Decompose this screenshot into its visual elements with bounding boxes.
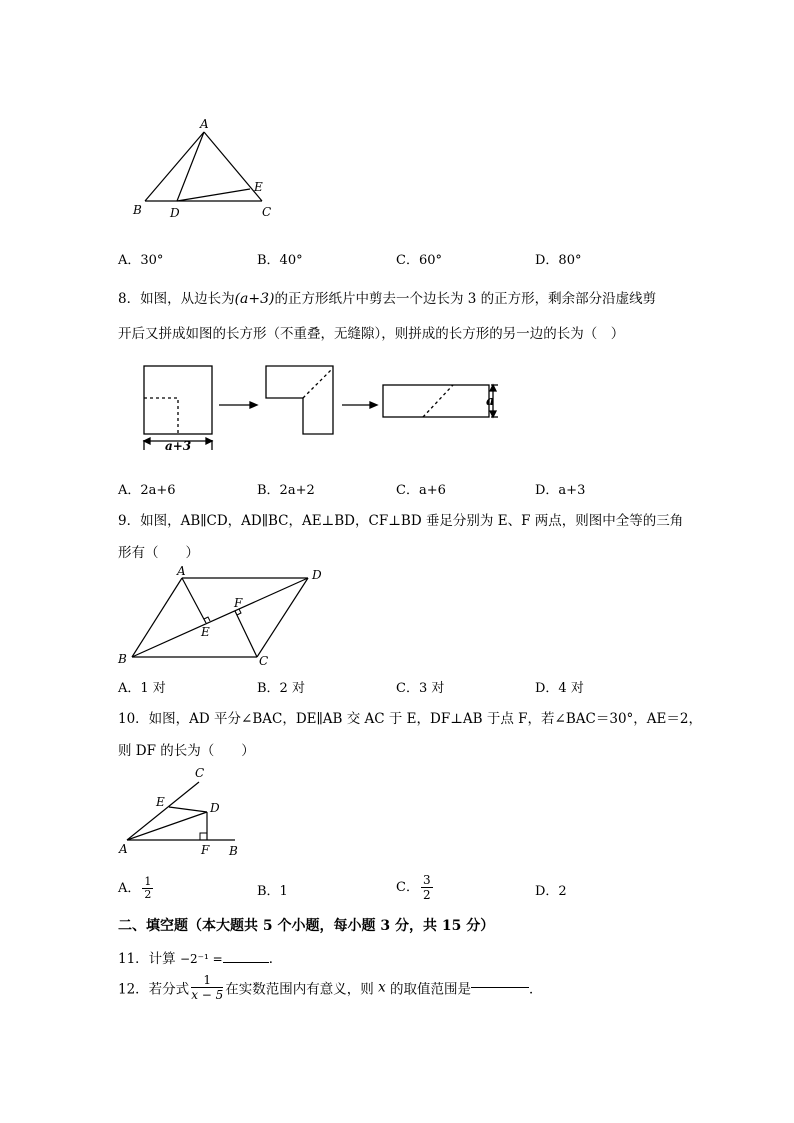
q10-option-d[interactable]: D．2 xyxy=(535,884,567,899)
q10-label-b: B xyxy=(229,844,238,858)
q12-question: 12．若分式 $\frac{1}{x - 5}$ 在实数范围内有意义，则 x 的取值范围是 ． xyxy=(118,973,543,1002)
q7-option-a[interactable]: A．30° xyxy=(118,253,164,268)
q12-fraction: $\frac{1}{x - 5}$ xyxy=(191,973,224,1002)
q11-answer-blank[interactable] xyxy=(223,962,269,963)
q9-option-c[interactable]: C．3 对 xyxy=(396,681,445,696)
q7-option-c[interactable]: C．60° xyxy=(396,253,442,268)
q9-question-line1: 9．如图，AB∥CD，AD∥BC，AE⊥BD，CF⊥BD 垂足分别为 E、F 两点，则图中全等的三角 xyxy=(118,513,684,529)
q7-label-c: C xyxy=(262,205,272,219)
q11-question: 11．计算 −2⁻¹ = ． xyxy=(118,951,283,967)
q10-label-d: D xyxy=(210,801,220,815)
q9-label-c: C xyxy=(259,654,269,668)
q9-label-d: D xyxy=(312,568,322,582)
q10-option-a[interactable]: A． $\frac{1}{2}$ xyxy=(118,875,152,901)
q9-label-e: E xyxy=(201,625,210,639)
q10-label-e: E xyxy=(156,795,165,809)
q7-label-d: D xyxy=(170,206,180,220)
q9-option-a[interactable]: A．1 对 xyxy=(118,681,166,696)
q7-option-b[interactable]: B．40° xyxy=(257,253,303,268)
q8-figure xyxy=(135,358,515,458)
q8-question-line1: 8．如图，从边长为(a+3)的正方形纸片中剪去一个边长为 3 的正方形，剩余部分沿虚线剪 xyxy=(118,291,657,307)
q8-option-d[interactable]: D．a+3 xyxy=(535,483,586,498)
q8-option-a[interactable]: A．2a+6 xyxy=(118,483,176,498)
q10-option-a-fraction: $\frac{1}{2}$ xyxy=(144,875,152,901)
q12-variable: x xyxy=(378,979,386,996)
q9-label-a: A xyxy=(177,564,186,578)
q9-label-b: B xyxy=(118,652,127,666)
q7-label-b: B xyxy=(133,203,142,217)
q12-answer-blank[interactable] xyxy=(471,987,529,988)
q10-figure xyxy=(115,762,245,862)
q8-option-b[interactable]: B．2a+2 xyxy=(257,483,315,498)
q8-label-a-plus-3: a+3 xyxy=(165,439,192,453)
q9-option-d[interactable]: D．4 对 xyxy=(535,681,584,696)
q7-triangle-figure xyxy=(130,115,280,225)
q10-option-b[interactable]: B．1 xyxy=(257,884,288,899)
q8-question-line2: 开后又拼成如图的长方形（不重叠，无缝隙），则拼成的长方形的另一边的长为（ ） xyxy=(118,326,625,342)
q9-label-f: F xyxy=(234,596,243,610)
q9-question-line2: 形有（ ） xyxy=(118,545,199,561)
section2-heading: 二、填空题（本大题共 5 个小题，每小题 3 分，共 15 分） xyxy=(118,918,495,934)
q9-parallelogram-figure xyxy=(115,565,345,670)
q8-label-a: a xyxy=(486,394,495,409)
q10-options xyxy=(118,873,738,903)
q10-question-line1: 10．如图，AD 平分∠BAC，DE∥AB 交 AC 于 E，DF⊥AB 于点 F，若∠BAC＝30°，AE＝2， xyxy=(118,711,702,727)
q10-option-c-fraction: $\frac{3}{2}$ xyxy=(422,873,431,902)
q10-question-line2: 则 DF 的长为（ ） xyxy=(118,743,255,759)
q7-options xyxy=(118,249,738,269)
q8-paren-expr: (a+3) xyxy=(234,291,275,307)
q10-label-f: F xyxy=(201,843,210,857)
q7-label-a: A xyxy=(200,117,209,131)
q10-label-a: A xyxy=(119,842,128,856)
q9-options xyxy=(118,677,738,697)
q8-option-c[interactable]: C．a+6 xyxy=(396,483,446,498)
q11-expression: −2⁻¹ = xyxy=(179,952,223,966)
q10-option-c[interactable]: C． $\frac{3}{2}$ xyxy=(396,873,431,902)
q8-options xyxy=(118,479,738,499)
q7-label-e: E xyxy=(254,180,263,194)
q10-label-c: C xyxy=(195,766,205,780)
q7-option-d[interactable]: D．80° xyxy=(535,253,582,268)
q9-option-b[interactable]: B．2 对 xyxy=(257,681,305,696)
